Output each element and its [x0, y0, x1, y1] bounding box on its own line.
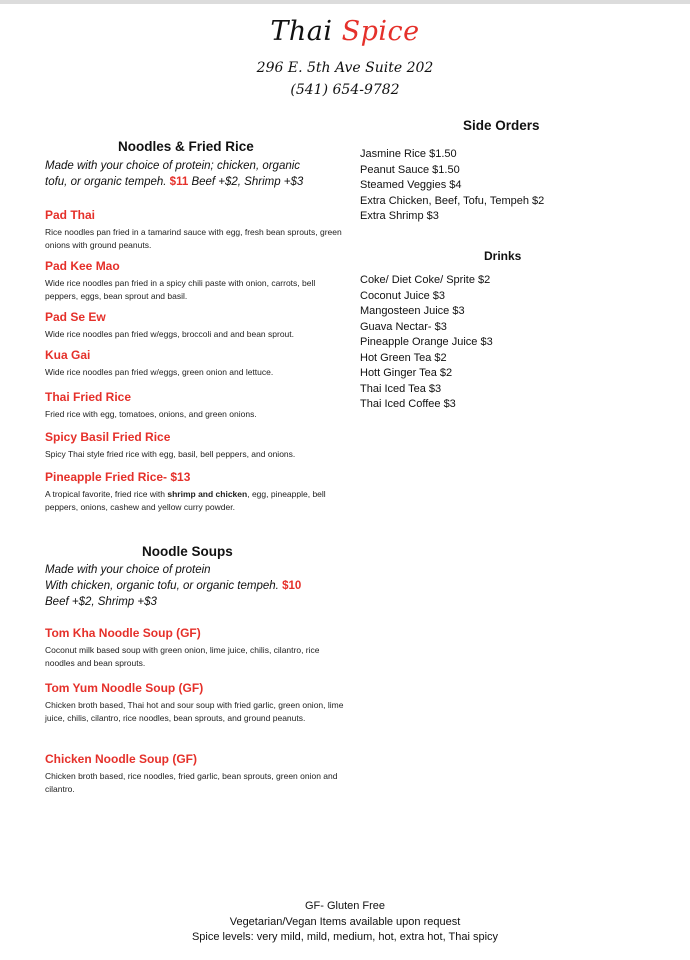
- list-item: Extra Shrimp $3: [360, 210, 439, 222]
- list-item: Pineapple Orange Juice $3: [360, 336, 493, 348]
- drinks-list: [360, 273, 590, 413]
- soups-intro-line2: With chicken, organic tofu, or organic tempeh. $10: [45, 580, 302, 592]
- item-description: Wide rice noodles pan fried w/eggs, broccoli and and bean sprout.: [45, 329, 295, 339]
- soups-intro-line3: Beef +$2, Shrimp +$3: [45, 596, 157, 608]
- menu-item: [45, 626, 345, 670]
- section-heading-noodles: Noodles & Fried Rice: [118, 139, 254, 154]
- noodles-intro: [45, 158, 345, 190]
- menu-item: [45, 470, 345, 514]
- item-description: Chicken broth based, Thai hot and sour soup with fried garlic, green onion, lime juice, chilis, cilantro, rice noodles, bean sprouts, and ground peanuts.: [45, 700, 344, 723]
- item-description: Chicken broth based, rice noodles, fried garlic, bean sprouts, green onion and cilantro.: [45, 771, 338, 794]
- phone: (541) 654-9782: [290, 82, 400, 98]
- list-item: Guava Nectar- $3: [360, 320, 447, 333]
- item-description: Wide rice noodles pan fried in a spicy chili paste with onion, carrots, bell peppers, eggs, bean sprout and basil.: [45, 278, 316, 301]
- title-part-spice: Spice: [341, 16, 420, 47]
- item-description: Coconut milk based soup with green onion, lime juice, chilis, cilantro, rice noodles and bean sprouts.: [45, 645, 320, 668]
- item-name: Pad Thai: [45, 208, 96, 222]
- footer-notes: [0, 899, 690, 946]
- item-name: Tom Kha Noodle Soup (GF): [45, 626, 201, 640]
- footer-gluten-free: GF- Gluten Free: [304, 900, 386, 912]
- menu-item: [45, 752, 345, 796]
- restaurant-name: [0, 16, 690, 47]
- menu-item: [45, 310, 345, 341]
- item-description: Wide rice noodles pan fried w/eggs, green onion and lettuce.: [45, 367, 274, 377]
- soups-intro: [45, 562, 365, 610]
- noodles-intro-line2: tofu, or organic tempeh. $11 Beef +$2, Shrimp +$3: [45, 176, 304, 188]
- soups-price: $10: [282, 580, 302, 592]
- list-item: Jasmine Rice $1.50: [360, 148, 457, 160]
- address: 296 E. 5th Ave Suite 202: [256, 60, 434, 76]
- item-name: Pad Kee Mao: [45, 259, 120, 273]
- noodles-price: $11: [169, 176, 189, 188]
- item-description: Spicy Thai style fried rice with egg, basil, bell peppers, and onions.: [45, 449, 296, 459]
- menu-item: [45, 348, 345, 379]
- list-item: Steamed Veggies $4: [360, 179, 462, 191]
- footer-spice-levels: Spice levels: very mild, mild, medium, hot, extra hot, Thai spicy: [191, 931, 499, 943]
- list-item: Thai Iced Coffee $3: [360, 398, 456, 410]
- menu-item: [45, 681, 345, 725]
- item-name: Pad Se Ew: [45, 310, 106, 324]
- top-border: [0, 0, 690, 4]
- item-name: Kua Gai: [45, 348, 91, 362]
- menu-item: [45, 208, 345, 252]
- footer-vegetarian: Vegetarian/Vegan Items available upon request: [229, 915, 461, 928]
- title-part-thai: Thai: [270, 16, 333, 47]
- item-description: Rice noodles pan fried in a tamarind sauce with egg, fresh bean sprouts, green onions with ground peanuts.: [45, 227, 342, 250]
- list-item: Coconut Juice $3: [360, 289, 445, 302]
- soups-intro-line1: Made with your choice of protein: [45, 564, 211, 576]
- item-name: Pineapple Fried Rice- $13: [45, 470, 191, 484]
- item-name: Thai Fried Rice: [45, 390, 132, 404]
- section-heading-drinks: Drinks: [484, 249, 522, 263]
- list-item: Peanut Sauce $1.50: [360, 163, 460, 176]
- menu-item: [45, 390, 345, 421]
- menu-item: [45, 259, 345, 303]
- list-item: Hott Ginger Tea $2: [360, 367, 453, 379]
- list-item: Thai Iced Tea $3: [360, 382, 442, 395]
- section-heading-soups: Noodle Soups: [142, 544, 233, 559]
- item-description: Fried rice with egg, tomatoes, onions, and green onions.: [45, 409, 257, 419]
- menu-item: [45, 430, 345, 461]
- side-orders-list: [360, 147, 590, 225]
- item-name: Spicy Basil Fried Rice: [45, 430, 171, 444]
- noodles-intro-line1: Made with your choice of protein; chicken, organic: [45, 160, 301, 172]
- section-heading-sides: Side Orders: [463, 118, 540, 133]
- list-item: Hot Green Tea $2: [360, 351, 447, 364]
- list-item: Coke/ Diet Coke/ Sprite $2: [360, 274, 491, 286]
- item-name: Chicken Noodle Soup (GF): [45, 752, 197, 766]
- item-description: A tropical favorite, fried rice with shrimp and chicken, egg, pineapple, bell peppers, onions, cashew and yellow curry powder.: [45, 489, 326, 512]
- item-name: Tom Yum Noodle Soup (GF): [45, 681, 204, 695]
- list-item: Mangosteen Juice $3: [360, 305, 465, 317]
- list-item: Extra Chicken, Beef, Tofu, Tempeh $2: [360, 194, 545, 207]
